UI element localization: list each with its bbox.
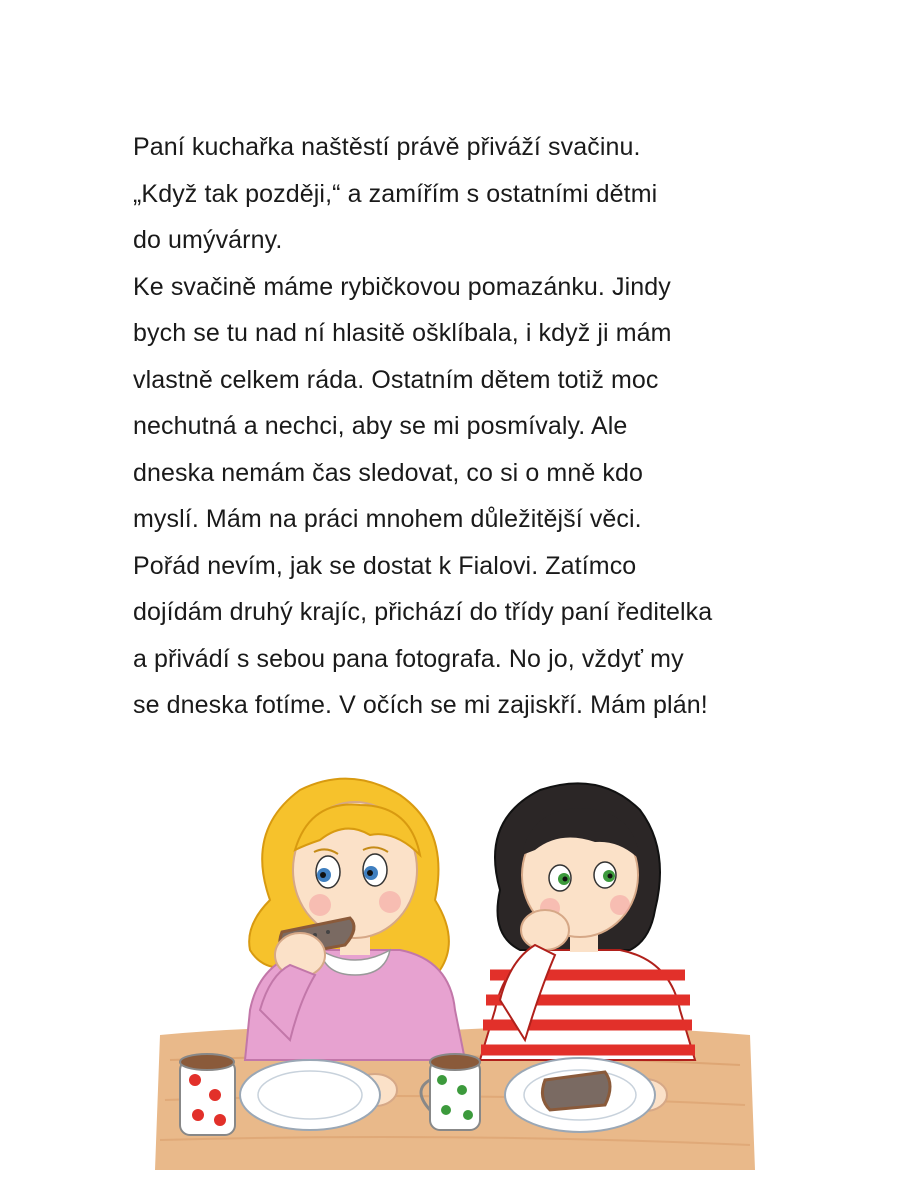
text-line: nechutná a nechci, aby se mi posmívaly. Ale: [133, 412, 628, 440]
text-line: do umývárny.: [133, 226, 283, 254]
illustration-girls-eating: [150, 760, 760, 1170]
text-line: se dneska fotíme. V očích se mi zajiskří. Mám plán!: [133, 691, 708, 719]
text-line: Ke svačině máme rybičkovou pomazánku. Jindy: [133, 272, 671, 301]
left-mug: [180, 1054, 235, 1135]
illustration-svg: [150, 760, 760, 1170]
right-plate: [505, 1058, 655, 1132]
text-line: a přivádí s sebou pana fotografa. No jo, vždyť my: [133, 644, 684, 673]
text-line: dneska nemám čas sledovat, co si o mně kdo: [133, 458, 644, 487]
blonde-girl: [245, 779, 465, 1106]
text-line: Paní kuchařka naštěstí právě přiváží svačinu.: [133, 133, 641, 161]
text-line: Pořád nevím, jak se dostat k Fialovi. Zatímco: [133, 551, 637, 580]
text-line: vlastně celkem ráda. Ostatním dětem totiž moc: [133, 365, 659, 394]
story-paragraph: [133, 124, 833, 729]
left-plate: [240, 1060, 380, 1130]
text-line: „Když tak později,“ a zamířím s ostatními dětmi: [133, 179, 658, 208]
text-line: myslí. Mám na práci mnohem důležitější věci.: [133, 505, 642, 533]
text-line: dojídám druhý krajíc, přichází do třídy paní ředitelka: [133, 598, 713, 626]
text-line: bych se tu nad ní hlasitě ošklíbala, i když ji mám: [133, 319, 672, 347]
